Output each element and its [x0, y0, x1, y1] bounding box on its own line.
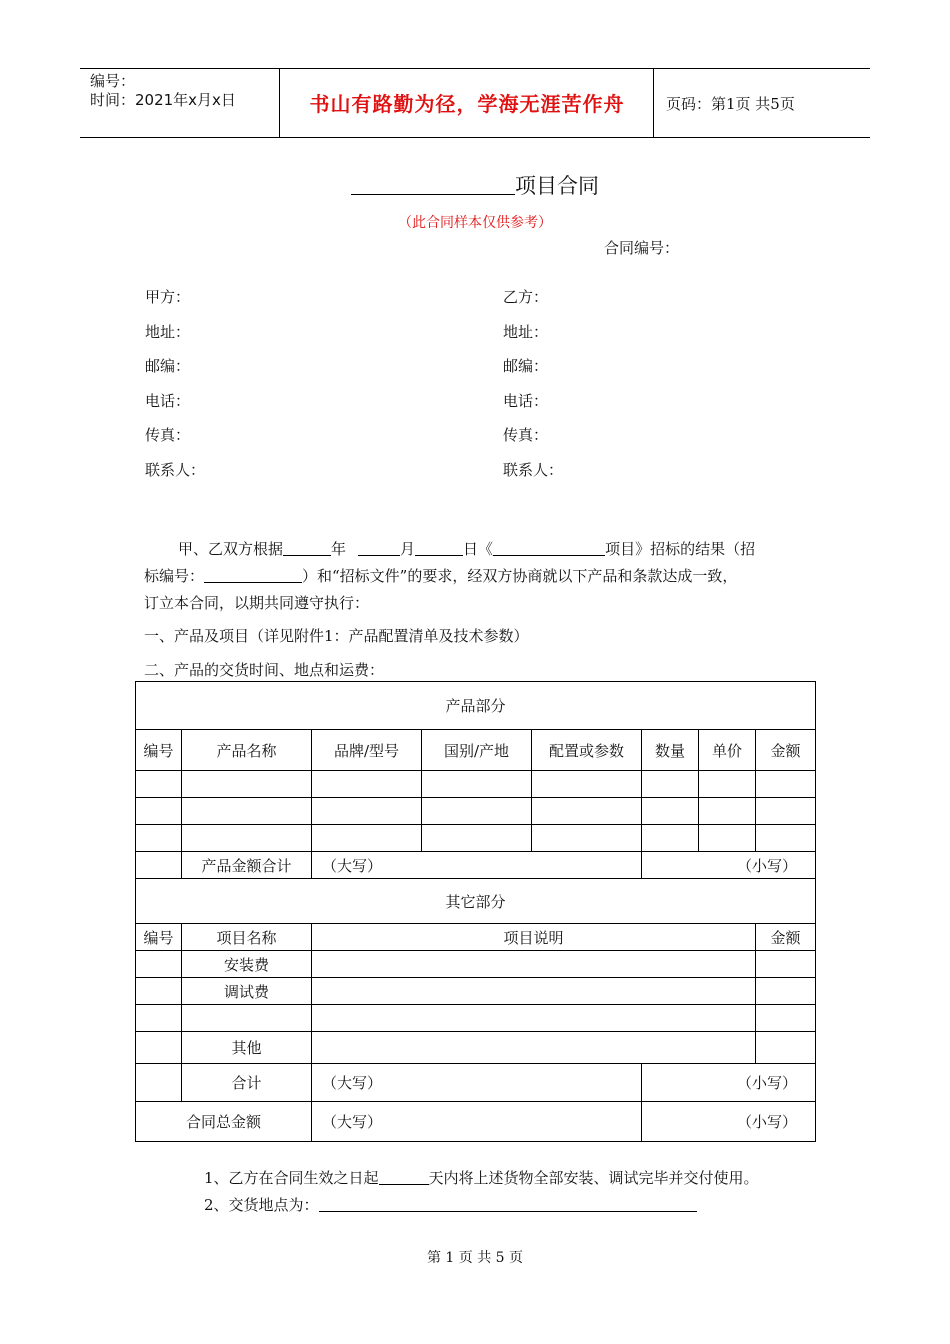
subtotal-lower[interactable]: （小写）: [642, 1064, 816, 1102]
time-label: 时间：2021年x月x日: [90, 91, 236, 109]
header-page-label: 页码：第1页 共5页: [666, 95, 795, 113]
col-unit-price: 单价: [699, 730, 756, 771]
page-footer: 第 1 页 共 5 页: [426, 1250, 524, 1266]
subtotal-upper[interactable]: （大写）: [312, 1064, 642, 1102]
product-row: [136, 825, 816, 852]
other-col-item-name: 项目名称: [182, 924, 312, 951]
party-b-fax: 传真：: [503, 426, 549, 444]
col-amount: 金额: [756, 730, 816, 771]
other-col-description: 项目说明: [312, 924, 756, 951]
delivery-days-blank[interactable]: [379, 1169, 429, 1185]
party-b-phone: 电话：: [503, 392, 549, 410]
section-2: 二、产品的交货时间、地点和运费：: [144, 661, 385, 679]
other-row: [136, 1005, 816, 1032]
project-blank[interactable]: [493, 540, 605, 556]
party-a-address: 地址：: [145, 323, 191, 341]
clause-2: 2、交货地点为：: [204, 1192, 844, 1219]
intro-line-2: 标编号： ）和“招标文件”的要求，经双方协商就以下产品和条款达成一致，: [144, 567, 738, 585]
col-brand-model: 品牌/型号: [312, 730, 422, 771]
subtotal-label: 合计: [182, 1064, 312, 1102]
party-a-name: 甲方：: [145, 288, 191, 306]
party-a-phone: 电话：: [145, 392, 191, 410]
grand-total-row: [136, 1102, 816, 1142]
party-a-contact: 联系人：: [145, 461, 206, 479]
title-blank[interactable]: [351, 174, 515, 195]
product-header-row: [136, 730, 816, 771]
other-col-number: 编号: [136, 924, 182, 951]
other-header-row: [136, 924, 816, 951]
product-row: [136, 798, 816, 825]
other-row: [136, 978, 816, 1005]
delivery-table: [135, 681, 816, 1142]
other-row: [136, 1032, 816, 1064]
other-col-amount: 金额: [756, 924, 816, 951]
product-total-lower[interactable]: （小写）: [642, 852, 816, 879]
party-b-name: 乙方：: [503, 288, 549, 306]
product-section-row: [136, 682, 816, 730]
party-b-contact: 联系人：: [503, 461, 564, 479]
section-1: 一、产品及项目（详见附件1：产品配置清单及技术参数）: [144, 627, 529, 645]
header-meta: [80, 69, 280, 137]
intro-paragraph: [144, 536, 824, 617]
header-motto: 书山有路勤为径，学海无涯苦作舟: [281, 69, 654, 137]
col-product-name: 产品名称: [182, 730, 312, 771]
other-row: [136, 951, 816, 978]
day-blank[interactable]: [415, 540, 463, 556]
party-b-postcode: 邮编：: [503, 357, 549, 375]
number-label: 编号：: [90, 72, 136, 90]
other-item-name: [182, 1005, 312, 1032]
col-quantity: 数量: [642, 730, 699, 771]
other-section-title: 其它部分: [136, 879, 816, 924]
sample-note: （此合同样本仅供参考）: [398, 215, 552, 231]
other-item-name: 调试费: [182, 978, 312, 1005]
grand-total-label: 合同总金额: [136, 1102, 312, 1142]
party-a-fax: 传真：: [145, 426, 191, 444]
subtotal-row: [136, 1064, 816, 1102]
clause-1: 1、乙方在合同生效之日起 天内将上述货物全部安装、调试完毕并交付使用。: [204, 1169, 759, 1187]
product-total-label: 产品金额合计: [182, 852, 312, 879]
product-total-row: [136, 852, 816, 879]
col-number: 编号: [136, 730, 182, 771]
party-b-address: 地址：: [503, 323, 549, 341]
delivery-location-blank[interactable]: [319, 1196, 697, 1212]
col-origin: 国别/产地: [422, 730, 532, 771]
document-title: [0, 170, 950, 200]
grand-total-lower[interactable]: （小写）: [642, 1102, 816, 1142]
col-config: 配置或参数: [532, 730, 642, 771]
tender-number-blank[interactable]: [204, 567, 302, 583]
party-a-postcode: 邮编：: [145, 357, 191, 375]
page-header: [80, 68, 870, 138]
year-blank[interactable]: [283, 540, 331, 556]
other-item-name: 安装费: [182, 951, 312, 978]
other-section-row: [136, 879, 816, 924]
grand-total-upper[interactable]: （大写）: [312, 1102, 642, 1142]
other-item-name: 其他: [182, 1032, 312, 1064]
month-blank[interactable]: [358, 540, 400, 556]
intro-line-3: 订立本合同，以期共同遵守执行：: [144, 594, 370, 612]
product-section-title: 产品部分: [136, 682, 816, 730]
product-total-upper[interactable]: （大写）: [312, 852, 642, 879]
contract-number-label: 合同编号：: [604, 239, 680, 257]
intro-line-1: 甲、乙双方根据 年 月 日《 项目》招标的结果（招: [178, 540, 756, 558]
product-row: [136, 771, 816, 798]
title-text: 项目合同: [515, 174, 599, 198]
